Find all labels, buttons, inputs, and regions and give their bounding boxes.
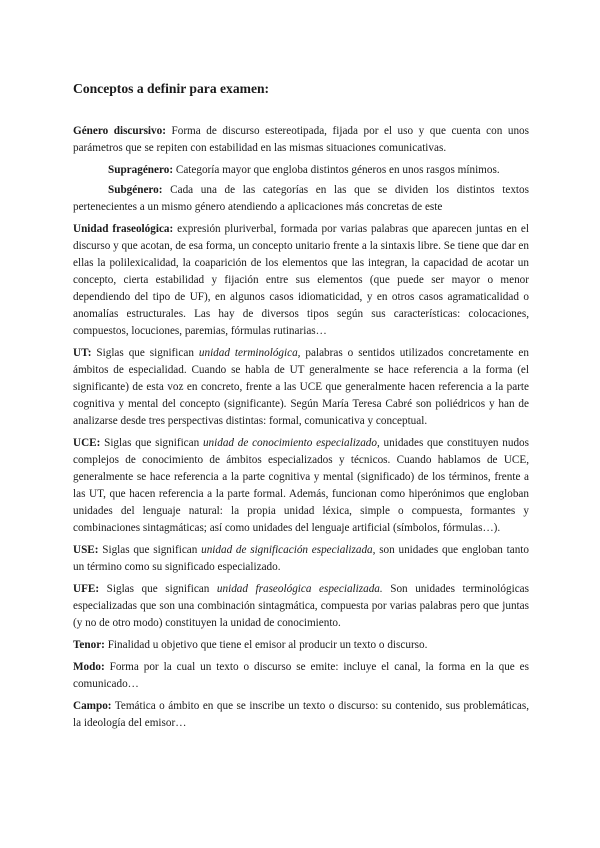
entry-text-pre: Siglas que significan <box>98 544 202 556</box>
definitions-list <box>73 123 529 737</box>
entry-text: Forma de discurso estereotipada, fijada por el uso y que cuenta con unos parámetros que se repiten con estabilidad en las mismas situaciones comunicativas. <box>73 125 529 154</box>
entry-term: Subgénero: <box>108 184 163 196</box>
entry-text: Forma por la cual un texto o discurso se emite: incluye el canal, la forma en la que es comunicado… <box>73 661 529 690</box>
entry-text-emphasis: unidad de conocimiento especializado <box>202 437 377 449</box>
entry-term: USE: <box>73 544 99 556</box>
entry-term: Supragénero: <box>108 164 174 176</box>
entry-uce <box>73 435 529 537</box>
entry-genero-discursivo <box>73 123 529 157</box>
entry-text: expresión pluriverbal, formada por varias palabras que aparecen juntas en el discurso y que acotan, de esa forma, un concepto unitario frente a la sintaxis libre. Se tiene que dar en ellas la polilexicalidad, la coaparición de los elementos que las integran, la capacidad de acotar un concepto, cierta estabilidad y fijación entre sus elementos (que puede ser mayor o menor dependiendo del tipo de UF), en algunos casos idiomaticidad, y en otros casos agramaticalidad o anomalías estructurales. Las hay de diversos tipos según sus características: colocaciones, compuestos, locuciones, paremias, fórmulas rutinarias… <box>73 223 529 337</box>
entry-text-emphasis: unidad terminológica, <box>198 347 301 359</box>
entry-supragenero <box>73 162 529 179</box>
entry-subgenero <box>73 182 529 216</box>
entry-text: Cada una de las categorías en las que se dividen los distintos textos pertenecientes a un mismo género atendiendo a aplicaciones más concretas de este <box>73 184 529 213</box>
page-title: Conceptos a definir para examen: <box>73 81 270 96</box>
entry-text-post: Son unidades terminológicas especializadas que son una combinación sintagmática, compuesta por varias palabras pero que juntas (y no de otro modo) constituyen la unidad de conocimiento. <box>73 583 529 629</box>
entry-text-pre: Siglas que significan <box>91 347 199 359</box>
entry-tenor <box>73 637 529 654</box>
entry-campo <box>73 698 529 732</box>
entry-term: Tenor: <box>73 639 105 651</box>
entry-ufe <box>73 581 529 632</box>
entry-text-post: son unidades que engloban tanto un término como su significado especializado. <box>73 544 529 573</box>
entry-term: UFE: <box>73 583 100 595</box>
entry-text: Categoría mayor que engloba distintos géneros en unos rasgos mínimos. <box>173 164 500 176</box>
entry-text-emphasis: unidad fraseológica especializada. <box>216 583 383 595</box>
entry-modo <box>73 659 529 693</box>
entry-term: Campo: <box>73 700 112 712</box>
entry-term: UCE: <box>73 437 101 449</box>
entry-text-emphasis: unidad de significación especializada, <box>201 544 376 556</box>
entry-text-pre: Siglas que significan <box>100 437 203 449</box>
entry-text-pre: Siglas que significan <box>99 583 217 595</box>
entry-text: Temática o ámbito en que se inscribe un texto o discurso: su contenido, sus problemáticas, la ideología del emisor… <box>73 700 529 729</box>
entry-term: UT: <box>73 347 92 359</box>
entry-text: Finalidad u objetivo que tiene el emisor al producir un texto o discurso. <box>104 639 428 651</box>
entry-unidad-fraseologica <box>73 221 529 340</box>
entry-term: Unidad fraseológica: <box>73 223 174 235</box>
entry-text-post: , unidades que constituyen nudos complejos de conocimiento de ámbitos especializados y técnicos. Cuando hablamos de UCE, generalmente se hace referencia a la parte cognitiva y mental (significado) de los términos, frente a las UT, que hacen referencia a la parte formal. Además, funcionan como hiperónimos que engloban unidades del lenguaje natural: la propia unidad léxica, simple o compuesta, formantes y combinaciones sintagmáticas; así como unidades del lenguaje artificial (símbolos, fórmulas…). <box>73 437 529 534</box>
entry-term: Modo: <box>73 661 105 673</box>
entry-ut <box>73 345 529 430</box>
entry-use <box>73 542 529 576</box>
entry-text-post: palabras o sentidos utilizados concretamente en ámbitos de especialidad. Cuando se habla de UT generalmente se hace referencia a la forma (el significante) de esta voz en concreto, frente a las UCE que generalmente hacen referencia a la parte cognitiva y mental del concepto (significante). Según María Teresa Cabré son poliédricos y han de analizarse desde tres perspectivas distintas: formal, comunicativa y conceptual. <box>73 347 529 427</box>
entry-term: Género discursivo: <box>73 125 166 137</box>
